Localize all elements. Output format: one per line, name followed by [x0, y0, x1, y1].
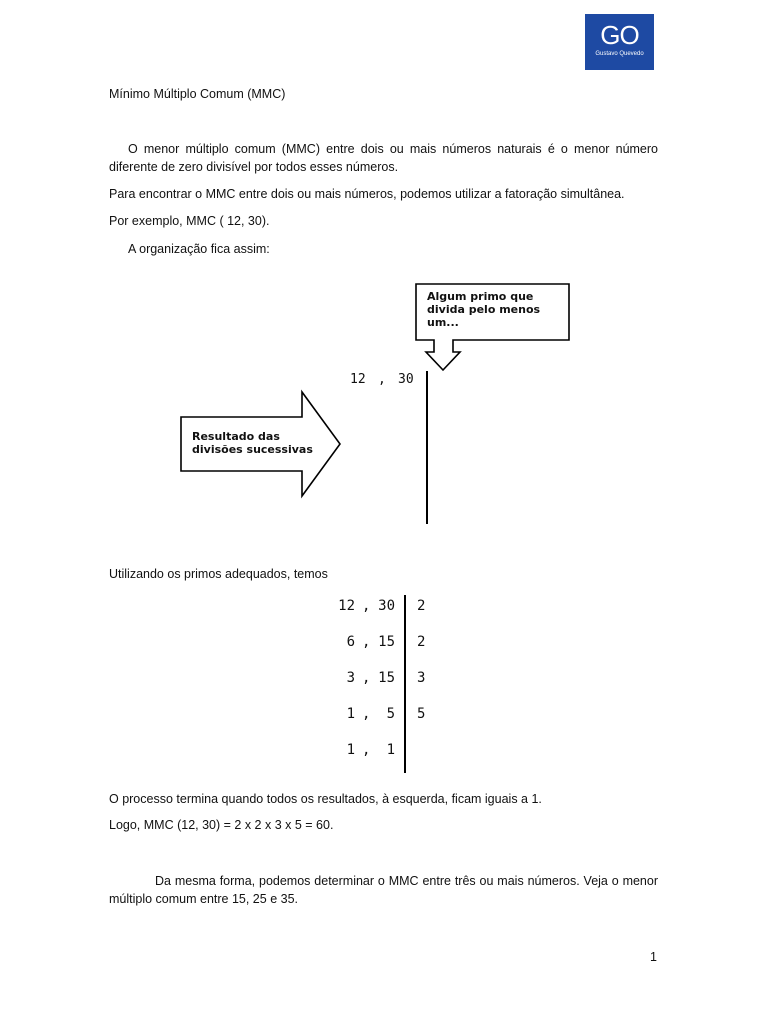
- factor-row-5-sep: ,: [362, 742, 371, 758]
- factor-row-3-a: 3: [346, 670, 355, 686]
- factor-row-4-a: 1: [346, 706, 355, 722]
- factor-row-1-prime: 2: [417, 598, 426, 614]
- intro-paragraph-1: O menor múltiplo comum (MMC) entre dois ou mais números naturais é o menor número diferente de zero divisível por todos esses números.: [109, 142, 658, 174]
- factor-row-3-sep: ,: [362, 670, 371, 686]
- intro-paragraph-4: A organização fica assim:: [128, 242, 270, 256]
- diagram-number-b: 30: [398, 372, 414, 387]
- factor-row-3-prime: 3: [417, 670, 426, 686]
- logo: [585, 14, 654, 70]
- factor-row-1-a: 12: [338, 598, 355, 614]
- factor-row-2-a: 6: [346, 634, 355, 650]
- factor-row-5-a: 1: [346, 742, 355, 758]
- factor-row-2-b: 15: [378, 634, 395, 650]
- intro-paragraph-2: Para encontrar o MMC entre dois ou mais números, podemos utilizar a fatoração simultânea.: [109, 187, 625, 201]
- factor-row-1-sep: ,: [362, 598, 371, 614]
- next-paragraph: Da mesma forma, podemos determinar o MMC entre três ou mais números. Veja o menor múltiplo comum entre 15, 25 e 35.: [109, 874, 658, 906]
- factor-row-4-sep: ,: [362, 706, 371, 722]
- factor-row-2-sep: ,: [362, 634, 371, 650]
- factor-row-2-prime: 2: [417, 634, 426, 650]
- logo-subtitle: Gustavo Quevedo: [595, 51, 644, 57]
- factor-row-5-b: 1: [386, 742, 395, 758]
- factor-row-1-b: 30: [378, 598, 395, 614]
- logo-mark: GO: [600, 20, 639, 50]
- page-title: Mínimo Múltiplo Comum (MMC): [109, 87, 286, 101]
- factor-row-4-prime: 5: [417, 706, 426, 722]
- callout-text: Algum primo que divida pelo menos um...: [427, 290, 541, 329]
- conclusion-paragraph-2: Logo, MMC (12, 30) = 2 x 2 x 3 x 5 = 60.: [109, 818, 334, 832]
- arrow-label: Resultado das divisões sucessivas: [192, 430, 313, 456]
- conclusion-paragraph-1: O processo termina quando todos os resultados, à esquerda, ficam iguais a 1.: [109, 792, 542, 806]
- factor-row-3-b: 15: [378, 670, 395, 686]
- diagram-separator: ,: [378, 372, 386, 387]
- page-number: 1: [650, 950, 657, 964]
- factor-divider: [404, 595, 406, 773]
- intro-paragraph-3: Por exemplo, MMC ( 12, 30).: [109, 214, 270, 228]
- factor-row-4-b: 5: [386, 706, 395, 722]
- using-primes-text: Utilizando os primos adequados, temos: [109, 567, 328, 581]
- diagram-number-a: 12: [350, 372, 366, 387]
